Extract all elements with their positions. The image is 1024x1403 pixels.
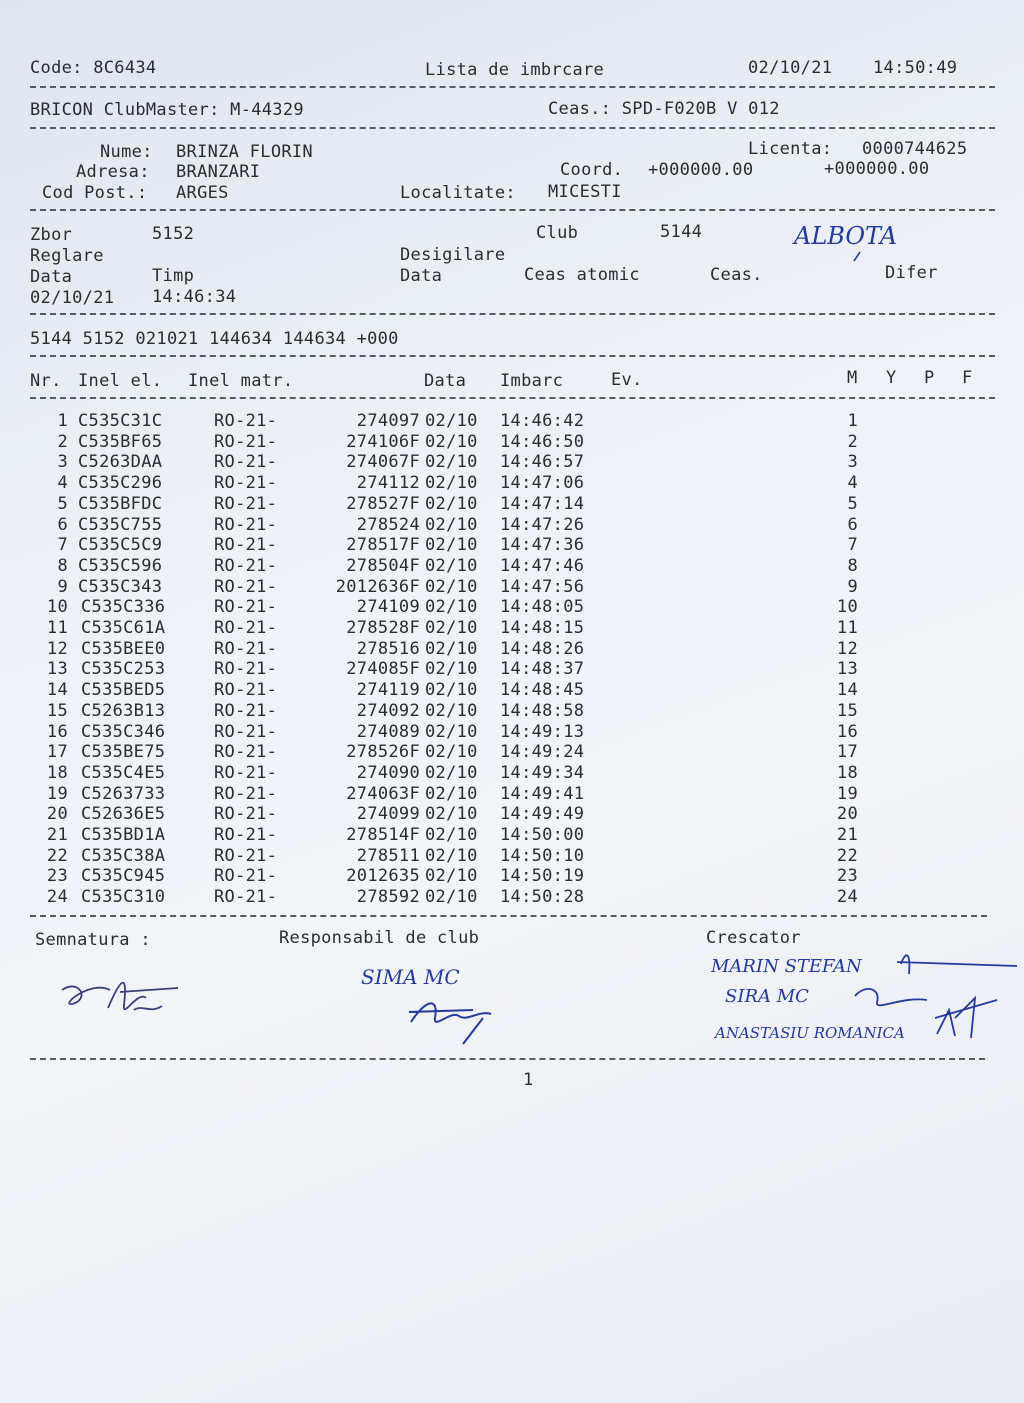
cell-prefix: RO-21-	[214, 659, 278, 680]
cell-nr: 19	[46, 783, 68, 804]
reglare-date: 02/10/21	[30, 288, 115, 308]
cell-imbarc: 14:46:42	[500, 411, 585, 431]
cell-inel-matr: 278504F	[346, 555, 420, 576]
cell-inel-el: C52636E5	[81, 804, 166, 825]
cell-inel-matr: 274097	[356, 411, 420, 431]
cell-inel-matr: 274119	[356, 680, 420, 701]
header-imbarc: Imbarc	[500, 371, 564, 391]
table-row	[0, 577, 1024, 598]
cell-m: 10	[836, 597, 858, 618]
table-row	[0, 763, 1024, 784]
cell-m: 11	[836, 618, 858, 638]
cell-inel-matr: 274085F	[346, 659, 420, 680]
cell-m: 1	[847, 411, 858, 431]
data-label: Data	[30, 267, 73, 287]
divider	[30, 397, 995, 399]
cell-data: 02/10	[425, 783, 478, 804]
cell-prefix: RO-21-	[214, 514, 278, 535]
cell-prefix: RO-21-	[214, 825, 278, 845]
cell-data: 02/10	[425, 721, 478, 742]
cell-inel-matr: 274106F	[346, 431, 420, 452]
cell-data: 02/10	[425, 659, 478, 680]
cell-inel-el: C535C61A	[81, 618, 166, 638]
cell-m: 22	[836, 845, 858, 866]
cell-nr: 4	[57, 473, 68, 494]
cell-inel-el: C5263DAA	[78, 452, 163, 473]
cell-nr: 24	[46, 887, 68, 908]
document-title: Lista de imbrcare	[425, 60, 605, 80]
cell-prefix: RO-21-	[214, 700, 278, 721]
cell-m: 15	[836, 700, 858, 721]
table-row	[0, 639, 1024, 660]
cell-m: 19	[836, 783, 858, 804]
svg-text:ANASTASIU ROMANICA: ANASTASIU ROMANICA	[715, 1024, 905, 1042]
svg-text:SIMA MC: SIMA MC	[361, 965, 460, 989]
cell-inel-matr: 278592	[356, 887, 420, 908]
breeder-label: Crescator	[706, 928, 801, 948]
reglare-time: 14:46:34	[152, 287, 237, 307]
cell-imbarc: 14:50:10	[500, 845, 585, 866]
cell-imbarc: 14:49:24	[500, 742, 585, 763]
coord-y: +000000.00	[824, 159, 930, 179]
cell-prefix: RO-21-	[214, 804, 278, 825]
cell-nr: 17	[46, 742, 68, 763]
cell-prefix: RO-21-	[214, 473, 278, 494]
cell-m: 21	[836, 825, 858, 845]
cell-inel-el: C535C336	[81, 597, 166, 618]
atomic-clock-label: Ceas atomic	[524, 265, 640, 285]
table-row	[0, 680, 1024, 701]
zbor-label: Zbor	[30, 225, 73, 245]
cell-imbarc: 14:50:19	[500, 866, 585, 887]
cell-imbarc: 14:49:41	[500, 783, 585, 804]
cell-inel-matr: 274092	[356, 700, 420, 721]
cell-data: 02/10	[425, 473, 478, 494]
cell-m: 5	[847, 493, 858, 514]
cell-inel-matr: 2012635	[346, 866, 420, 887]
cell-inel-matr: 278514F	[346, 825, 420, 845]
cell-nr: 14	[46, 680, 68, 701]
cell-inel-matr: 274109	[356, 597, 420, 618]
cell-inel-el: C535BE75	[81, 742, 166, 763]
divider	[30, 1058, 985, 1060]
header-data: Data	[424, 371, 467, 391]
cell-m: 2	[847, 431, 858, 452]
club-master-id: BRICON ClubMaster: M-44329	[30, 100, 304, 120]
cell-m: 9	[847, 576, 858, 597]
owner-address: BRANZARI	[176, 162, 261, 182]
cell-data: 02/10	[425, 431, 478, 452]
header-ev: Ev.	[611, 370, 643, 390]
coord-label: Coord.	[560, 160, 624, 180]
cell-inel-el: C535C596	[78, 555, 163, 576]
cell-inel-el: C535BED5	[81, 680, 166, 701]
cell-inel-el: C5263B13	[81, 700, 166, 721]
cell-prefix: RO-21-	[214, 411, 278, 431]
cell-inel-matr: 274067F	[346, 452, 420, 473]
divider	[30, 915, 987, 917]
cell-data: 02/10	[425, 845, 478, 866]
table-row	[0, 556, 1024, 577]
table-row	[0, 887, 1024, 908]
header-p: P	[924, 368, 935, 388]
cell-m: 20	[836, 804, 858, 825]
cell-inel-matr: 278516	[356, 638, 420, 659]
cell-inel-el: C535C38A	[81, 845, 166, 866]
cell-imbarc: 14:49:49	[500, 804, 585, 825]
clock-label: Ceas.	[710, 265, 763, 285]
table-row	[0, 742, 1024, 763]
cell-imbarc: 14:48:05	[500, 597, 585, 618]
header-y: Y	[886, 368, 897, 388]
cell-data: 02/10	[425, 597, 478, 618]
cell-inel-matr: 278526F	[346, 742, 420, 763]
cell-imbarc: 14:46:50	[500, 431, 585, 452]
header-m: M	[847, 368, 858, 388]
table-row	[0, 515, 1024, 536]
svg-text:SIRA MC: SIRA MC	[725, 986, 809, 1007]
cell-prefix: RO-21-	[214, 638, 278, 659]
license-label: Licenta:	[748, 139, 833, 159]
table-row	[0, 411, 1024, 432]
cell-nr: 10	[46, 597, 68, 618]
divider	[30, 86, 995, 88]
breeder-signatures	[705, 948, 1023, 1048]
table-row	[0, 701, 1024, 722]
cell-m: 7	[847, 535, 858, 556]
cell-prefix: RO-21-	[214, 431, 278, 452]
cell-nr: 8	[57, 555, 68, 576]
cell-prefix: RO-21-	[214, 742, 278, 763]
cell-inel-matr: 274089	[356, 721, 420, 742]
reglare-label: Reglare	[30, 246, 104, 266]
cell-inel-el: C535C5C9	[78, 535, 163, 556]
cell-data: 02/10	[425, 742, 478, 763]
cell-inel-el: C535C945	[81, 866, 166, 887]
cell-inel-matr: 278517F	[346, 535, 420, 556]
cell-data: 02/10	[425, 680, 478, 701]
cell-nr: 21	[46, 825, 68, 845]
table-row	[0, 784, 1024, 805]
divider	[30, 355, 995, 357]
cell-imbarc: 14:49:13	[500, 721, 585, 742]
cell-prefix: RO-21-	[214, 555, 278, 576]
cell-m: 23	[836, 866, 858, 887]
difference-label: Difer	[885, 263, 938, 283]
cell-inel-el: C535C346	[81, 721, 166, 742]
cell-nr: 12	[46, 638, 68, 659]
cell-inel-el: C535C31C	[78, 411, 163, 431]
cell-nr: 2	[57, 431, 68, 452]
cell-m: 16	[836, 721, 858, 742]
cell-inel-matr: 274112	[356, 473, 420, 494]
cell-inel-matr: 278511	[356, 845, 420, 866]
desigilare-label: Desigilare	[400, 245, 506, 265]
cell-prefix: RO-21-	[214, 576, 278, 597]
cell-m: 6	[847, 514, 858, 535]
cell-inel-matr: 274099	[356, 804, 420, 825]
cell-prefix: RO-21-	[214, 597, 278, 618]
club-responsible-label: Responsabil de club	[279, 928, 480, 948]
cell-imbarc: 14:48:26	[500, 638, 585, 659]
cell-nr: 5	[57, 493, 68, 514]
club-number: 5144	[660, 222, 703, 242]
cell-imbarc: 14:48:58	[500, 700, 585, 721]
club-responsible-signature	[355, 960, 525, 1050]
cell-data: 02/10	[425, 411, 478, 431]
code-label: Code: 8C6434	[30, 58, 157, 78]
cell-imbarc: 14:47:14	[500, 493, 585, 514]
signature-label: Semnatura :	[35, 930, 151, 950]
cell-prefix: RO-21-	[214, 845, 278, 866]
cell-prefix: RO-21-	[214, 721, 278, 742]
cell-inel-el: C535BD1A	[81, 825, 166, 845]
owner-postcode: ARGES	[176, 183, 229, 203]
cell-inel-matr: 278528F	[346, 618, 420, 638]
cell-data: 02/10	[425, 618, 478, 638]
cell-nr: 13	[46, 659, 68, 680]
table-row	[0, 473, 1024, 494]
cell-m: 24	[836, 887, 858, 908]
owner-locality: MICESTI	[548, 182, 622, 202]
table-row	[0, 825, 1024, 846]
cell-data: 02/10	[425, 804, 478, 825]
cell-prefix: RO-21-	[214, 618, 278, 638]
cell-data: 02/10	[425, 576, 478, 597]
cell-inel-matr: 274090	[356, 762, 420, 783]
table-row	[0, 846, 1024, 867]
cell-data: 02/10	[425, 866, 478, 887]
table-row	[0, 659, 1024, 680]
cell-nr: 22	[46, 845, 68, 866]
address-label: Adresa:	[76, 162, 150, 182]
cell-nr: 6	[57, 514, 68, 535]
cell-imbarc: 14:47:56	[500, 576, 585, 597]
cell-prefix: RO-21-	[214, 866, 278, 887]
table-row	[0, 452, 1024, 473]
cell-imbarc: 14:48:45	[500, 680, 585, 701]
cell-prefix: RO-21-	[214, 452, 278, 473]
cell-inel-el: C535C343	[78, 576, 163, 597]
signature-scribble	[50, 960, 190, 1040]
header-nr: Nr.	[30, 371, 62, 391]
cell-prefix: RO-21-	[214, 762, 278, 783]
cell-nr: 9	[57, 576, 68, 597]
cell-inel-el: C535C310	[81, 887, 166, 908]
cell-m: 18	[836, 762, 858, 783]
locality-label: Localitate:	[400, 183, 516, 203]
cell-data: 02/10	[425, 555, 478, 576]
table-row	[0, 494, 1024, 515]
table-row	[0, 866, 1024, 887]
cell-nr: 7	[57, 535, 68, 556]
cell-inel-matr: 278527F	[346, 493, 420, 514]
owner-name: BRINZA FLORIN	[176, 142, 313, 162]
cell-m: 8	[847, 555, 858, 576]
header-f: F	[962, 368, 973, 388]
cell-prefix: RO-21-	[214, 887, 278, 908]
cell-m: 3	[847, 452, 858, 473]
club-handwritten-note	[790, 214, 900, 264]
desigilare-data-label: Data	[400, 266, 443, 286]
cell-nr: 23	[46, 866, 68, 887]
cell-inel-matr: 2012636F	[335, 576, 420, 597]
cell-inel-el: C535C755	[78, 514, 163, 535]
cell-nr: 20	[46, 804, 68, 825]
cell-nr: 18	[46, 762, 68, 783]
cell-data: 02/10	[425, 700, 478, 721]
header-inel-matr: Inel matr.	[188, 371, 294, 391]
cell-nr: 3	[57, 452, 68, 473]
cell-m: 14	[836, 680, 858, 701]
cell-m: 12	[836, 638, 858, 659]
svg-text:MARIN STEFAN: MARIN STEFAN	[711, 956, 862, 977]
cell-m: 17	[836, 742, 858, 763]
cell-imbarc: 14:47:26	[500, 514, 585, 535]
header-inel-el: Inel el.	[78, 371, 163, 391]
print-date: 02/10/21	[748, 58, 833, 78]
cell-nr: 11	[46, 618, 68, 638]
cell-inel-el: C535C253	[81, 659, 166, 680]
cell-imbarc: 14:50:28	[500, 887, 585, 908]
cell-data: 02/10	[425, 535, 478, 556]
cell-nr: 1	[57, 411, 68, 431]
cell-inel-matr: 278524	[356, 514, 420, 535]
cell-nr: 16	[46, 721, 68, 742]
cell-inel-matr: 274063F	[346, 783, 420, 804]
page-number: 1	[523, 1070, 534, 1090]
cell-imbarc: 14:46:57	[500, 452, 585, 473]
cell-data: 02/10	[425, 493, 478, 514]
cell-data: 02/10	[425, 887, 478, 908]
cell-nr: 15	[46, 700, 68, 721]
cell-prefix: RO-21-	[214, 783, 278, 804]
cell-inel-el: C5263733	[81, 783, 166, 804]
cell-imbarc: 14:47:36	[500, 535, 585, 556]
table-row	[0, 597, 1024, 618]
cell-data: 02/10	[425, 825, 478, 845]
timp-label: Timp	[152, 266, 195, 286]
divider	[30, 209, 995, 211]
cell-data: 02/10	[425, 762, 478, 783]
zbor-number: 5152	[152, 224, 195, 244]
clock-id: Ceas.: SPD-F020B V 012	[548, 99, 780, 119]
cell-inel-el: C535BFDC	[78, 493, 163, 514]
coord-x: +000000.00	[648, 160, 754, 180]
summary-line: 5144 5152 021021 144634 144634 +000	[30, 329, 399, 349]
divider	[30, 313, 995, 315]
table-row	[0, 535, 1024, 556]
name-label: Nume:	[100, 142, 153, 162]
cell-inel-el: C535BF65	[78, 431, 163, 452]
cell-imbarc: 14:48:37	[500, 659, 585, 680]
cell-inel-el: C535BEE0	[81, 638, 166, 659]
postcode-label: Cod Post.:	[42, 183, 148, 203]
cell-data: 02/10	[425, 514, 478, 535]
cell-m: 13	[836, 659, 858, 680]
cell-imbarc: 14:50:00	[500, 825, 585, 845]
cell-data: 02/10	[425, 638, 478, 659]
cell-m: 4	[847, 473, 858, 494]
cell-prefix: RO-21-	[214, 535, 278, 556]
table-row	[0, 722, 1024, 743]
cell-imbarc: 14:49:34	[500, 762, 585, 783]
club-label: Club	[536, 223, 579, 243]
license-number: 0000744625	[862, 139, 968, 159]
cell-imbarc: 14:48:15	[500, 618, 585, 638]
print-time: 14:50:49	[873, 58, 958, 78]
table-row	[0, 432, 1024, 453]
cell-data: 02/10	[425, 452, 478, 473]
svg-text:ALBOTA: ALBOTA	[794, 222, 898, 250]
cell-imbarc: 14:47:46	[500, 555, 585, 576]
cell-inel-el: C535C4E5	[81, 762, 166, 783]
divider	[30, 127, 995, 129]
cell-imbarc: 14:47:06	[500, 473, 585, 494]
cell-prefix: RO-21-	[214, 493, 278, 514]
cell-prefix: RO-21-	[214, 680, 278, 701]
table-row	[0, 804, 1024, 825]
table-row	[0, 618, 1024, 639]
cell-inel-el: C535C296	[78, 473, 163, 494]
